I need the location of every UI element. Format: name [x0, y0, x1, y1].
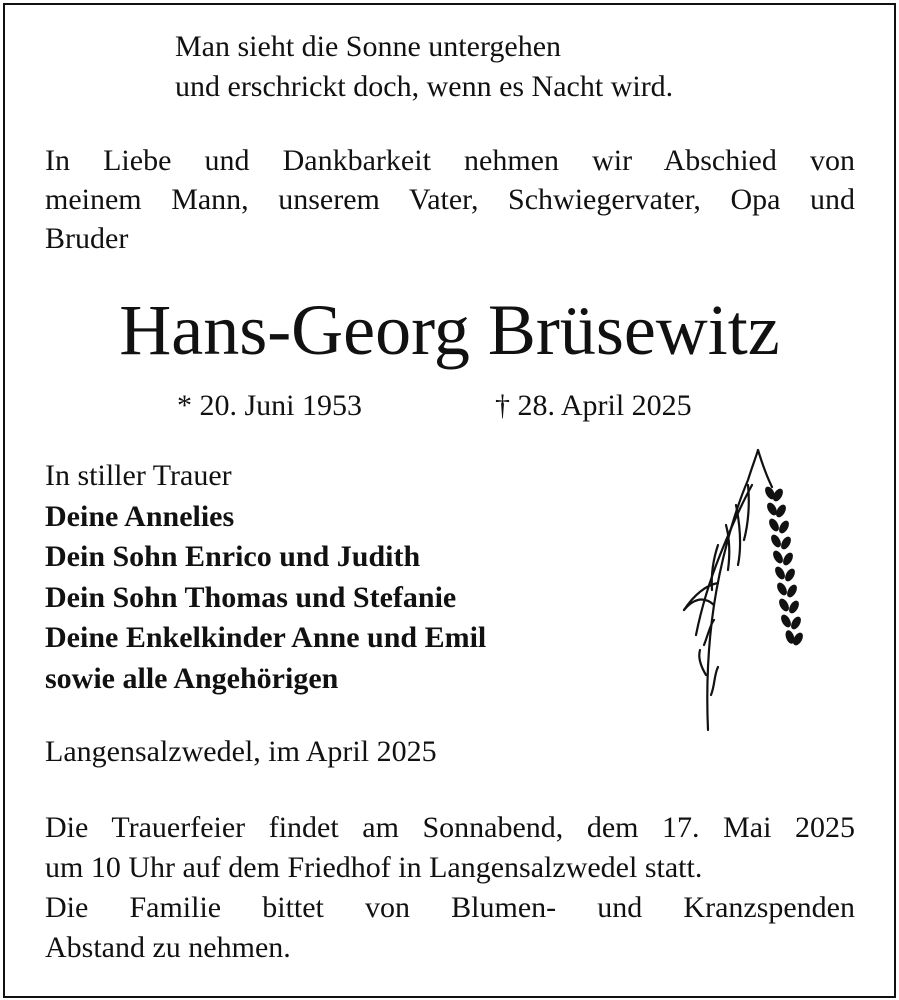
service-line-1: Die Trauerfeier findet am Sonnabend, dem 17. Mai 2025	[45, 811, 855, 844]
intro-line-3: Bruder	[45, 222, 129, 255]
mourner-name: Deine Enkelkinder Anne und Emil	[45, 621, 487, 654]
mourners-heading: In stiller Trauer	[45, 459, 232, 492]
poem-line-1: Man sieht die Sonne untergehen	[175, 30, 562, 63]
service-line-3: Die Familie bittet von Blumen- und Kranzspenden	[45, 891, 855, 924]
service-line-4: Abstand zu nehmen.	[45, 931, 291, 964]
mourner-name: Deine Annelies	[45, 499, 235, 533]
mourners-block	[45, 456, 486, 699]
poem	[175, 27, 673, 107]
deceased-name: Hans-Georg Brüsewitz	[119, 290, 780, 370]
death-date: † 28. April 2025	[495, 389, 692, 422]
wheat-ear-icon	[678, 445, 818, 735]
mourner-name: sowie alle Angehörigen	[45, 661, 339, 695]
service-info	[45, 808, 855, 968]
service-line-2: um 10 Uhr auf dem Friedhof in Langensalzwedel statt.	[45, 851, 703, 884]
intro-line-1: In Liebe und Dankbarkeit nehmen wir Abschied von	[45, 144, 855, 177]
mourner-name: Dein Sohn Enrico und Judith	[45, 540, 421, 573]
place-and-date: Langensalzwedel, im April 2025	[45, 735, 437, 768]
poem-line-2: und erschrickt doch, wenn es Nacht wird.	[175, 70, 674, 103]
mourner-name: Dein Sohn Thomas und Stefanie	[45, 580, 457, 614]
intro-text	[45, 141, 855, 258]
intro-line-2: meinem Mann, unserem Vater, Schwiegervater, Opa und	[45, 183, 855, 216]
birth-date: * 20. Juni 1953	[177, 389, 363, 422]
